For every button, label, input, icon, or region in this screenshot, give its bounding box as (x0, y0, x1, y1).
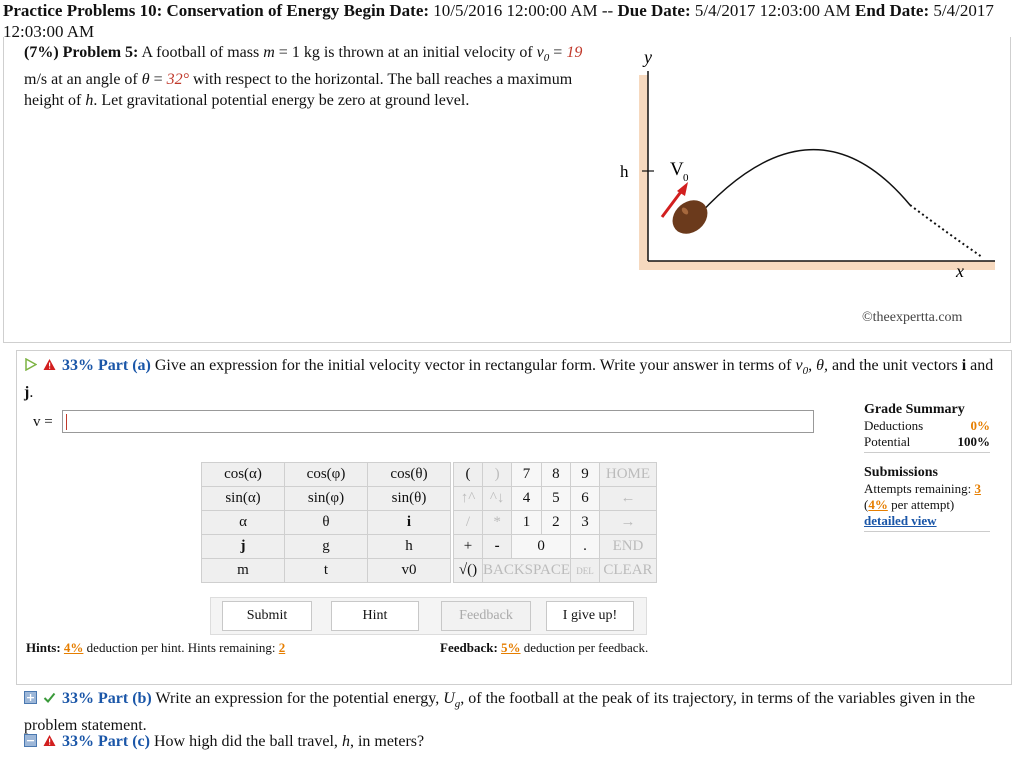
divider (864, 452, 990, 453)
problem-text-5: . Let gravitational potential energy be zero at ground level. (93, 92, 470, 110)
key-clear[interactable]: CLEAR (599, 559, 656, 583)
key-6[interactable]: 6 (570, 487, 599, 511)
y-axis-label: y (644, 47, 652, 67)
part-c-header[interactable] (24, 731, 1004, 753)
submit-button[interactable]: Submit (222, 601, 312, 631)
assignment-title: Practice Problems 10: Conservation of Energy (3, 1, 340, 20)
potential-row (864, 434, 990, 450)
key-end[interactable]: END (599, 535, 656, 559)
attempts-label: Attempts remaining: (864, 481, 972, 496)
key-7[interactable]: 7 (512, 463, 541, 487)
problem-text-4: with respect to the horizontal. The ball reaches a maximum height of (24, 71, 573, 110)
key-sin-theta[interactable]: sin(θ) (368, 487, 451, 511)
per-attempt-pct: 4% (868, 497, 888, 512)
key-alpha[interactable]: α (202, 511, 285, 535)
divider-2 (864, 531, 990, 532)
feedback-text: deduction per feedback. (523, 640, 649, 655)
hints-line (26, 640, 285, 656)
trajectory-curve (690, 150, 910, 225)
begin-label: Begin Date: (343, 1, 430, 20)
equals-sign-2: = (153, 71, 163, 89)
unit-vector-j: j (24, 384, 30, 402)
key-sin-phi[interactable]: sin(φ) (285, 487, 368, 511)
text-caret (66, 414, 67, 430)
date-separator: -- (601, 1, 614, 20)
trajectory-figure (610, 45, 1005, 335)
problem-statement (24, 42, 599, 111)
give-up-button[interactable]: I give up! (546, 601, 634, 631)
play-icon[interactable] (24, 358, 37, 371)
feedback-pct: 5% (501, 640, 521, 655)
submissions-title: Submissions (864, 465, 938, 480)
part-a-and: and (970, 357, 994, 374)
problem-weight: (7%) (24, 44, 59, 61)
theta-symbol: θ, (816, 357, 828, 374)
problem-label: Problem 5: (62, 44, 139, 61)
hints-pct: 4% (63, 640, 84, 655)
theta-variable: θ (141, 71, 150, 89)
part-c-label: 33% Part (c) (62, 733, 150, 750)
grade-summary-title: Grade Summary (864, 402, 965, 417)
problem-text-2: = 1 kg is thrown at an initial velocity of (278, 44, 533, 61)
key-8[interactable]: 8 (541, 463, 570, 487)
hints-remaining: 2 (278, 640, 286, 655)
key-multiply[interactable]: * (483, 511, 512, 535)
hints-text: deduction per hint. Hints remaining: (86, 640, 276, 655)
part-b-label: 33% Part (b) (62, 690, 152, 707)
v0-symbol: $v_0$, (795, 357, 813, 378)
key-i[interactable]: i (368, 511, 451, 535)
begin-date: 10/5/2016 12:00:00 AM (433, 1, 598, 20)
checkmark-icon (43, 691, 56, 704)
key-divide[interactable]: / (454, 511, 483, 535)
warning-icon-c (43, 734, 56, 747)
key-cos-alpha[interactable]: cos(α) (202, 463, 285, 487)
key-down-caret[interactable]: ^↓ (483, 487, 512, 511)
key-open-paren[interactable]: ( (454, 463, 483, 487)
feedback-button[interactable]: Feedback (441, 601, 531, 631)
key-9[interactable]: 9 (570, 463, 599, 487)
x-axis-ground (639, 261, 995, 270)
key-h[interactable]: h (368, 535, 451, 559)
part-c-text-2: , in meters? (349, 733, 425, 750)
v0-subscript: 0 (683, 172, 689, 184)
watermark: ©theexpertta.com (862, 310, 963, 325)
answer-input[interactable] (62, 410, 814, 433)
grade-summary (864, 402, 990, 534)
potential-value: 100% (957, 434, 990, 449)
key-right-arrow[interactable]: → (599, 511, 656, 535)
part-a-prompt-2: and the unit vectors (831, 357, 958, 374)
due-label: Due Date: (617, 1, 691, 20)
key-del[interactable]: DEL (570, 559, 599, 583)
part-a-label: 33% Part (a) (62, 357, 151, 374)
part-a-prompt-1: Give an expression for the initial velocity vector in rectangular form. Write your answer in terms of (154, 357, 792, 374)
detailed-view-link[interactable]: detailed view (864, 513, 937, 528)
warning-icon (43, 358, 56, 371)
key-1[interactable]: 1 (512, 511, 541, 535)
key-4[interactable]: 4 (512, 487, 541, 511)
expand-icon[interactable] (24, 691, 37, 704)
key-decimal[interactable]: . (570, 535, 599, 559)
key-5[interactable]: 5 (541, 487, 570, 511)
problem-text-3: m/s at an angle of (24, 71, 138, 89)
key-cos-theta[interactable]: cos(θ) (368, 463, 451, 487)
potential-label: Potential (864, 434, 911, 449)
per-attempt-paren: ( (864, 497, 869, 512)
key-plus[interactable]: + (454, 535, 483, 559)
theta-value: 32° (166, 71, 190, 89)
key-sin-alpha[interactable]: sin(α) (202, 487, 285, 511)
end-label: End Date: (855, 1, 930, 20)
v0-label: V (670, 159, 684, 180)
key-t[interactable]: t (285, 559, 368, 583)
key-left-arrow[interactable]: ← (599, 487, 656, 511)
due-date: 5/4/2017 12:03:00 AM (694, 1, 851, 20)
problem-text-1: A football of mass (141, 44, 260, 61)
feedback-line (440, 640, 648, 656)
ug-variable: $U_g$ (443, 690, 461, 711)
v0-variable: $v_0$ (536, 44, 550, 65)
page-title (3, 0, 1018, 42)
deductions-row (864, 418, 990, 434)
end-date: 5/4/2017 12:03:00 AM (3, 1, 994, 41)
hint-button[interactable]: Hint (331, 601, 419, 631)
answer-label: v = (33, 414, 53, 430)
mass-variable: m (263, 44, 275, 61)
part-a-header (24, 355, 994, 404)
key-up-caret[interactable]: ↑^ (454, 487, 483, 511)
number-keypad (453, 462, 657, 583)
part-b-text-1: Write an expression for the potential energy, (155, 690, 440, 707)
key-0[interactable]: 0 (512, 535, 571, 559)
h-variable: h (85, 92, 94, 110)
h-label: h (620, 162, 629, 181)
collapse-icon[interactable] (24, 734, 37, 747)
per-attempt-row (864, 497, 990, 513)
part-b-header[interactable] (24, 688, 1004, 737)
key-backspace[interactable]: BACKSPACE (483, 559, 571, 583)
key-m[interactable]: m (202, 559, 285, 583)
y-axis-wall (639, 75, 648, 270)
key-3[interactable]: 3 (570, 511, 599, 535)
key-g[interactable]: g (285, 535, 368, 559)
x-axis-label: x (956, 261, 964, 281)
hints-label: Hints: (26, 640, 61, 655)
key-sqrt[interactable]: √() (454, 559, 483, 583)
key-2[interactable]: 2 (541, 511, 570, 535)
per-attempt-label: per attempt) (891, 497, 955, 512)
attempts-value: 3 (974, 481, 981, 496)
key-close-paren[interactable]: ) (483, 463, 512, 487)
key-theta[interactable]: θ (285, 511, 368, 535)
h-variable-c: h (341, 733, 350, 750)
deductions-value: 0% (970, 418, 990, 433)
part-b-text-2: , of the football at the peak of its trajectory, in terms of the variables given in the problem statement. (24, 690, 976, 735)
key-cos-phi[interactable]: cos(φ) (285, 463, 368, 487)
key-minus[interactable]: - (483, 535, 512, 559)
equals-sign: = (553, 44, 563, 61)
attempts-row (864, 481, 990, 497)
key-v0[interactable]: v0 (368, 559, 451, 583)
key-home[interactable]: HOME (599, 463, 656, 487)
v0-value: 19 (566, 44, 583, 61)
detailed-view-row (864, 513, 990, 529)
unit-vector-i: i (961, 357, 967, 374)
part-c-text-1: How high did the ball travel, (153, 733, 338, 750)
function-keypad (201, 462, 451, 583)
part-a-period: . (29, 384, 34, 402)
key-j[interactable]: j (202, 535, 285, 559)
feedback-label: Feedback: (440, 640, 498, 655)
deductions-label: Deductions (864, 418, 924, 433)
trajectory-dashed (910, 205, 982, 257)
